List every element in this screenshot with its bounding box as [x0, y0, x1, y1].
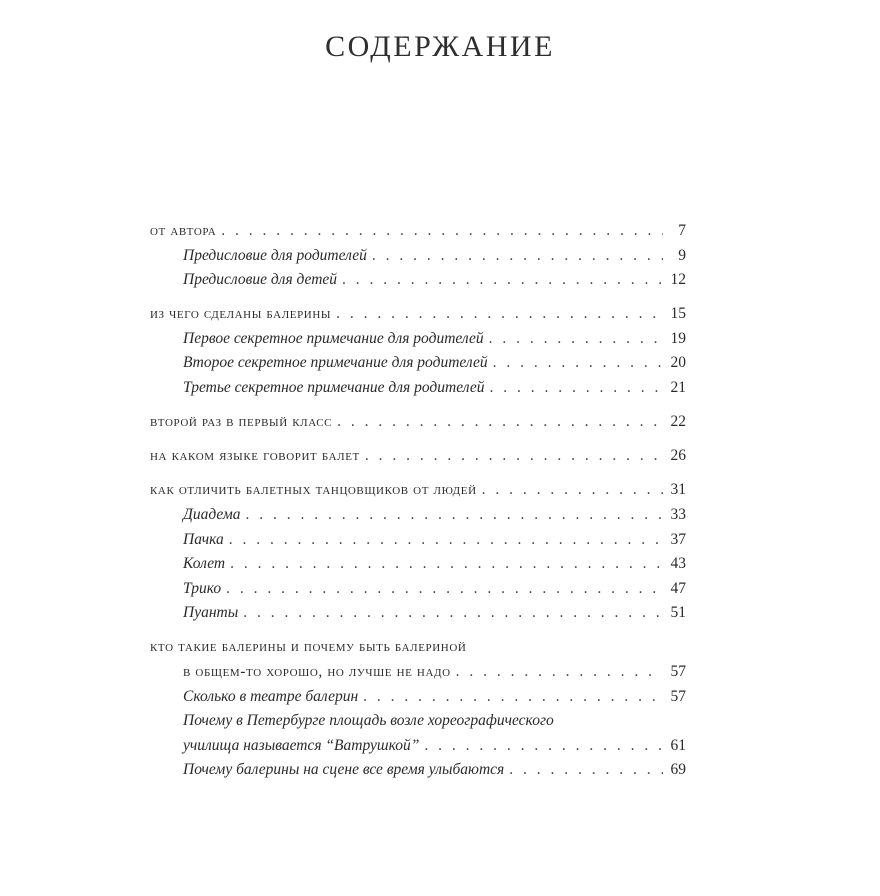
- toc-entry-title: из чего сделаны балерины: [150, 305, 332, 323]
- toc-entry-section: [150, 478, 686, 503]
- toc-entry-title: Колет: [183, 555, 226, 573]
- toc-entry-title: Второе секретное примечание для родителей: [183, 354, 488, 372]
- toc-page-number: 57: [670, 663, 686, 680]
- toc-entry-section-continuation: [150, 660, 686, 685]
- toc-entry-title: Почему балерины на сцене все время улыбаются: [183, 761, 505, 779]
- dot-leader: [372, 244, 663, 269]
- dot-leader: [337, 410, 663, 435]
- dot-leader: [482, 478, 663, 503]
- toc-page-number: 61: [670, 736, 686, 754]
- dot-leader: [246, 503, 663, 528]
- toc-page-number: 47: [670, 579, 686, 597]
- toc-entry-title: второй раз в первый класс: [150, 413, 333, 431]
- table-of-contents: [150, 219, 686, 783]
- toc-entry-title: Почему в Петербурге площадь возле хореографического: [183, 712, 554, 730]
- dot-leader: [342, 268, 663, 293]
- toc-page-number: 19: [670, 329, 686, 347]
- toc-page-number: 69: [670, 761, 686, 779]
- toc-entry-title: Пачка: [183, 530, 224, 548]
- toc-page-number: 33: [670, 505, 686, 523]
- dot-leader: [336, 302, 663, 327]
- toc-entry-subsection: [150, 376, 686, 401]
- toc-page-number: 9: [678, 246, 686, 264]
- toc-page-number: 21: [670, 379, 686, 397]
- toc-entry-section: [150, 410, 686, 435]
- toc-page-number: 20: [670, 354, 686, 372]
- toc-entry-title: Сколько в театре балерин: [183, 687, 359, 705]
- toc-page-number: 12: [670, 271, 686, 289]
- toc-entry-subsection: [150, 709, 686, 734]
- toc-page-number: 15: [670, 305, 686, 323]
- dot-leader: [230, 552, 663, 577]
- dot-leader: [221, 219, 663, 244]
- dot-leader: [363, 685, 663, 710]
- dot-leader: [489, 327, 663, 352]
- toc-entry-title-continuation: в общем-то хорошо, но лучше не надо: [183, 663, 451, 680]
- toc-entry-subsection: [150, 268, 686, 293]
- toc-entry-title: Трико: [183, 579, 222, 597]
- toc-page-number: 57: [670, 687, 686, 705]
- page-title: СОДЕРЖАНИЕ: [325, 30, 555, 63]
- toc-entry-subsection: [150, 503, 686, 528]
- toc-entry-section: [150, 635, 686, 660]
- toc-entry-title: на каком языке говорит балет: [150, 447, 360, 465]
- toc-entry-title: от автора: [150, 222, 217, 239]
- toc-entry-title: кто такие балерины и почему быть балериной: [150, 638, 467, 656]
- toc-entry-section: [150, 302, 686, 327]
- toc-entry-subsection: [150, 327, 686, 352]
- toc-entry-section: [150, 219, 686, 244]
- dot-leader: [226, 577, 663, 602]
- toc-entry-subsection: [150, 351, 686, 376]
- toc-entry-subsection: [150, 244, 686, 269]
- toc-entry-subsection: [150, 577, 686, 602]
- dot-leader: [456, 660, 663, 685]
- toc-entry-title-continuation: училища называется “Ватрушкой”: [183, 736, 420, 754]
- toc-page-number: 7: [678, 222, 686, 239]
- toc-entry-title: Первое секретное примечание для родителей: [183, 329, 484, 347]
- dot-leader: [229, 528, 663, 553]
- toc-page-number: 31: [670, 481, 686, 499]
- dot-leader: [365, 444, 663, 469]
- toc-page-number: 43: [670, 555, 686, 573]
- toc-page-number: 22: [670, 413, 686, 431]
- toc-entry-title: Третье секретное примечание для родителей: [183, 379, 485, 397]
- toc-page-number: 26: [670, 447, 686, 465]
- toc-entry-section: [150, 444, 686, 469]
- dot-leader: [489, 376, 663, 401]
- toc-entry-subsection: [150, 528, 686, 553]
- dot-leader: [424, 734, 663, 759]
- toc-entry-subsection: [150, 685, 686, 710]
- dot-leader: [243, 601, 663, 626]
- toc-entry-subsection: [150, 601, 686, 626]
- toc-entry-title: Предисловие для детей: [183, 271, 338, 289]
- toc-page-number: 37: [670, 530, 686, 548]
- toc-entry-subsection: [150, 552, 686, 577]
- toc-entry-title: Диадема: [183, 505, 241, 523]
- dot-leader: [509, 758, 663, 783]
- toc-entry-title: Пуанты: [183, 604, 239, 622]
- dot-leader: [493, 351, 663, 376]
- toc-entry-subsection: [150, 758, 686, 783]
- toc-entry-subsection-continuation: [150, 734, 686, 759]
- toc-page-number: 51: [670, 604, 686, 622]
- toc-entry-title: как отличить балетных танцовщиков от людей: [150, 481, 477, 499]
- toc-entry-title: Предисловие для родителей: [183, 246, 367, 264]
